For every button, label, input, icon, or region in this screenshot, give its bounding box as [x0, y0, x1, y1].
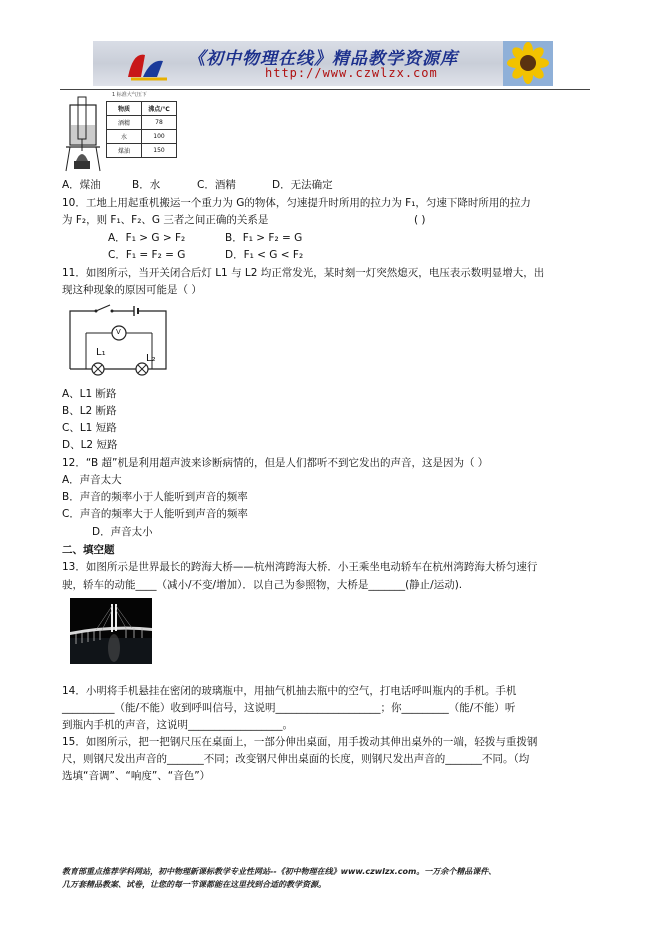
q12-line-1: 12．“B 超”机是利用超声波来诊断病情的，但是人们都听不到它发出的声音，这是因为（ ） — [62, 457, 489, 469]
q15-line-3: 选填“音调”、“响度”、“音色”） — [62, 770, 211, 782]
table-row — [107, 102, 177, 116]
boiling-point-table — [106, 101, 177, 158]
q15-line-2: 尺，则钢尺发出声音的_______不同；改变钢尺伸出桌面的长度，则钢尺发出声音的_______不同。（均 — [62, 753, 530, 765]
section-heading-fill-in: 二、填空题 — [62, 544, 115, 556]
footer-line-1: 教育部重点推荐学科网站，初中物理新课标教学专业性网站--《初中物理在线》www.czwlzx.com。一万余个精品课件、 — [62, 867, 497, 876]
q10-option-c: C．F₁ = F₂ = G — [108, 249, 186, 261]
q14-line-2: __________（能/不能）收到呼叫信号，这说明____________________；你_________（能/不能）听 — [62, 702, 516, 714]
table-cell: 物质 — [107, 102, 142, 116]
bridge-photo — [70, 598, 152, 664]
q9-option-c: C．酒精 — [197, 179, 236, 191]
q11-line-2: 现这种现象的原因可能是（ ） — [62, 284, 202, 296]
q12-option-a: A．声音太大 — [62, 474, 122, 486]
table-cell: 水 — [107, 130, 142, 144]
table-cell: 150 — [142, 144, 177, 158]
q12-option-d: D．声音太小 — [92, 526, 153, 538]
figure-caption: 1 标准大气压下 — [112, 92, 147, 98]
q9-option-d: D．无法确定 — [272, 179, 333, 191]
site-url[interactable]: http://www.czwlzx.com — [265, 66, 438, 80]
header-banner — [93, 41, 553, 86]
q9-option-a: A．煤油 — [62, 179, 101, 191]
q10-option-b: B．F₁ > F₂ = G — [225, 232, 303, 244]
table-cell: 煤油 — [107, 144, 142, 158]
q13-line-2: 驶，轿车的动能____（减小/不变/增加）．以自己为参照物，大桥是_______(静止/运动). — [62, 579, 463, 591]
footer-line-2: 几万套精品教案、试卷，让您的每一节课都能在这里找到合适的教学资源。 — [62, 880, 326, 889]
table-cell: 100 — [142, 130, 177, 144]
sunflower-icon — [503, 41, 553, 86]
q10-line-2: 为 F₂，则 F₁、F₂、G 三者之间正确的关系是 — [62, 214, 269, 226]
q11-option-a: A、L1 断路 — [62, 388, 117, 400]
q11-line-1: 11．如图所示，当开关闭合后灯 L1 与 L2 均正常发光，某时刻一灯突然熄灭，电压表示数明显增大，出 — [62, 267, 545, 279]
q11-option-d: D、L2 短路 — [62, 439, 118, 451]
q10-option-a: A．F₁ > G > F₂ — [108, 232, 186, 244]
q11-option-c: C、L1 短路 — [62, 422, 117, 434]
site-title: 《初中物理在线》精品教学资源库 — [188, 49, 458, 69]
q10-option-d: D．F₁ < G < F₂ — [225, 249, 304, 261]
table-row — [107, 144, 177, 158]
q13-line-1: 13．如图所示是世界最长的跨海大桥——杭州湾跨海大桥．小王乘坐电动轿车在杭州湾跨海大桥匀速行 — [62, 561, 538, 573]
table-cell: 78 — [142, 116, 177, 130]
q15-line-1: 15．如图所示，把一把钢尺压在桌面上，一部分伸出桌面，用手拨动其伸出桌外的一端，轻拨与重拨钢 — [62, 736, 538, 748]
q14-line-1: 14．小明将手机悬挂在密闭的玻璃瓶中，用抽气机抽去瓶中的空气，打电话呼叫瓶内的手机。手机 — [62, 685, 517, 697]
q9-option-b: B．水 — [132, 179, 161, 191]
lamp-l1-label: L₁ — [96, 347, 106, 358]
q14-line-3: 到瓶内手机的声音，这说明__________________。 — [62, 719, 293, 731]
bridge-night-image — [70, 598, 152, 664]
boiling-point-figure — [60, 91, 185, 173]
table-cell: 酒精 — [107, 116, 142, 130]
q11-option-b: B、L2 断路 — [62, 405, 117, 417]
q10-line-1: 10．工地上用起重机搬运一个重力为 G的物体，匀速提升时所用的拉力为 F₁，匀速下降时所用的拉力 — [62, 197, 531, 209]
circuit-wires-icon — [66, 303, 174, 383]
voltmeter-label: V — [116, 328, 121, 336]
lamp-l2-label: L₂ — [146, 353, 156, 364]
q10-answer-paren: ( ) — [414, 214, 426, 226]
table-row — [107, 116, 177, 130]
q12-option-c: C．声音的频率大于人能听到声音的频率 — [62, 508, 248, 520]
q12-option-b: B．声音的频率小于人能听到声音的频率 — [62, 491, 248, 503]
heating-apparatus-icon — [60, 95, 104, 173]
circuit-diagram — [66, 303, 174, 383]
table-row — [107, 130, 177, 144]
table-cell: 沸点/℃ — [142, 102, 177, 116]
site-logo-icon — [123, 47, 173, 83]
lamp-l1-icon — [90, 361, 106, 377]
header-rule — [60, 89, 590, 90]
